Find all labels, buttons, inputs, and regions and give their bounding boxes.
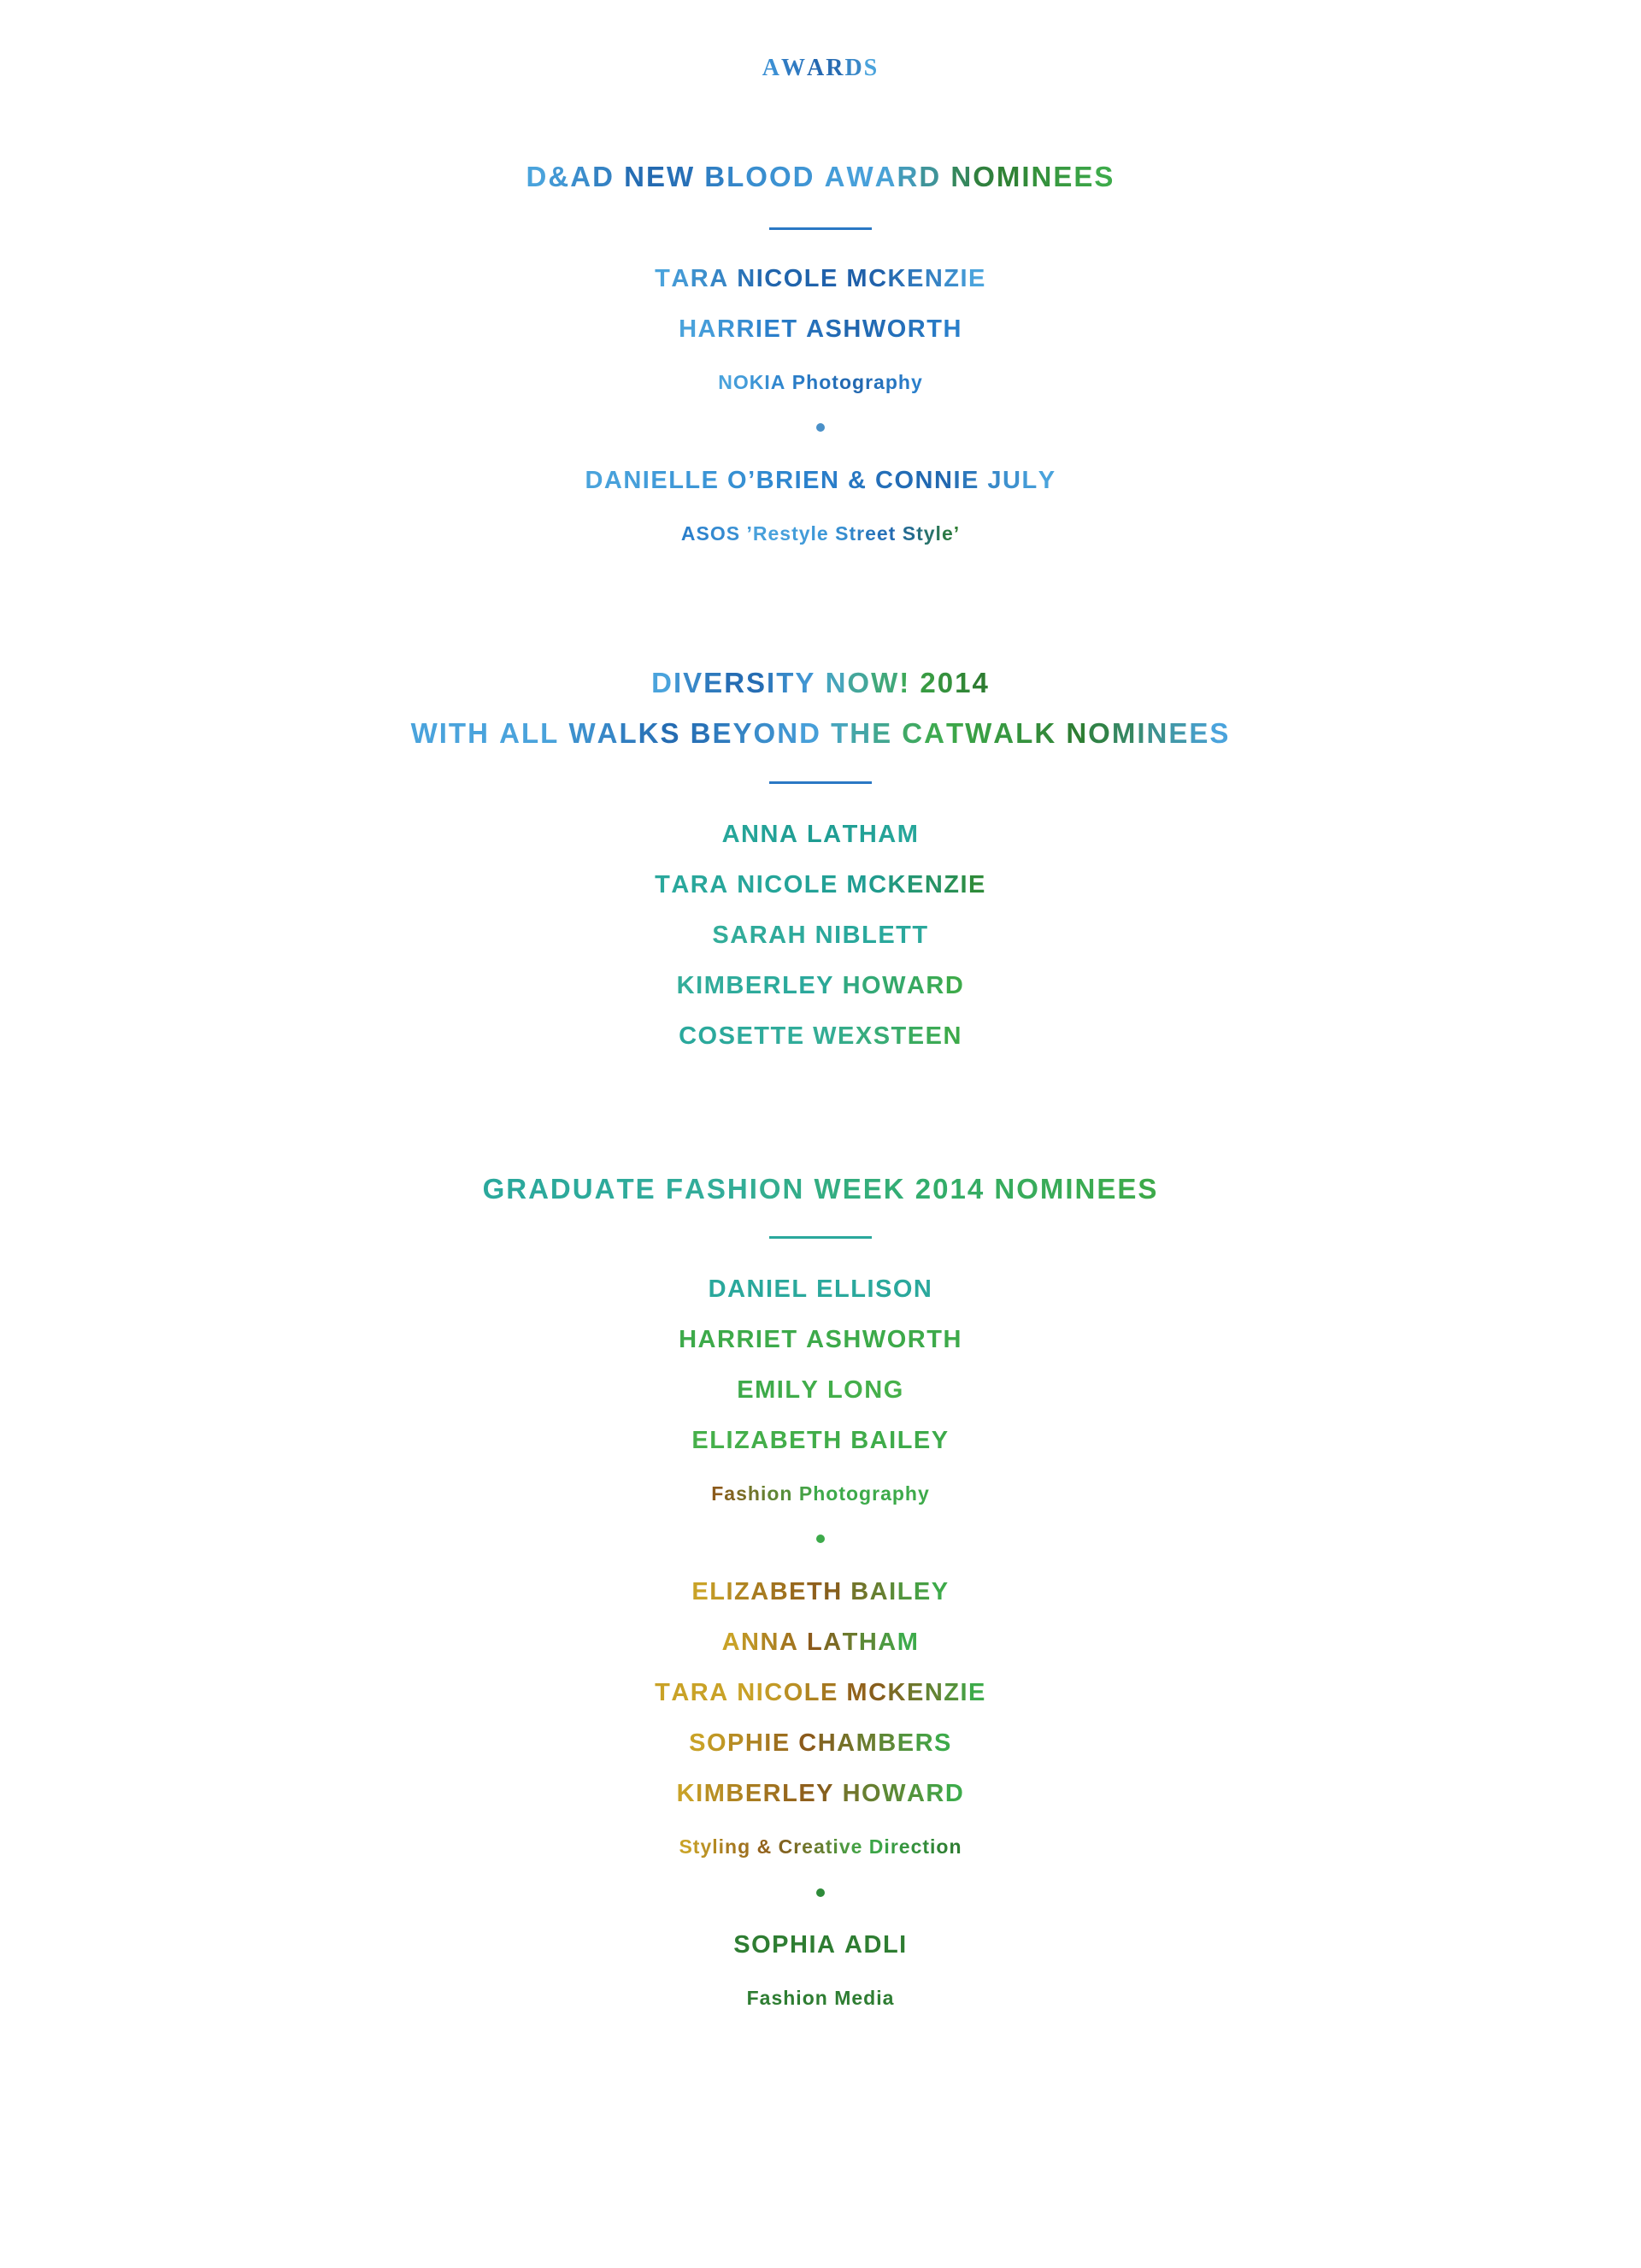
gfw-nominee-name: HARRIET ASHWORTH	[679, 1326, 962, 1353]
diversity-nominee-name: KIMBERLEY HOWARD	[676, 972, 965, 999]
gfw-nominee-name: TARA NICOLE MCKENZIE	[655, 1679, 986, 1706]
gfw-section-heading: GRADUATE FASHION WEEK 2014 NOMINEES	[482, 1173, 1159, 1205]
bullet-separator	[816, 1535, 825, 1543]
diversity-nominee-name: SARAH NIBLETT	[712, 922, 929, 949]
page-title: AWARDS	[762, 55, 879, 81]
diversity-section-subheading: WITH ALL WALKS BEYOND THE CATWALK NOMINEES	[410, 717, 1231, 749]
bullet-separator	[816, 423, 825, 432]
gfw-nominee-name: KIMBERLEY HOWARD	[676, 1780, 965, 1807]
dad-section-heading: D&AD NEW BLOOD AWARD NOMINEES	[526, 161, 1115, 192]
gfw-nominee-name: ANNA LATHAM	[721, 1629, 920, 1656]
gfw-award-caption: Fashion Media	[746, 1987, 895, 2009]
dad-award-caption: NOKIA Photography	[718, 371, 923, 393]
dad-award-caption: ASOS ’Restyle Street Style’	[680, 522, 961, 545]
diversity-nominee-name: TARA NICOLE MCKENZIE	[655, 871, 986, 898]
dad-nominee-name: TARA NICOLE MCKENZIE	[655, 265, 986, 292]
diversity-nominee-name: ANNA LATHAM	[721, 821, 920, 848]
diversity-nominee-name: COSETTE WEXSTEEN	[679, 1022, 962, 1050]
diversity-section-heading: DIVERSITY NOW! 2014	[651, 667, 990, 698]
gfw-nominee-name: ELIZABETH BAILEY	[691, 1427, 950, 1454]
dad-nominee-name: DANIELLE O’BRIEN & CONNIE JULY	[585, 467, 1056, 494]
gfw-award-caption: Fashion Photography	[711, 1482, 930, 1505]
gfw-nominee-name: DANIEL ELLISON	[708, 1275, 933, 1303]
bullet-separator	[816, 1888, 825, 1897]
diversity-divider	[769, 781, 872, 784]
gfw-nominee-name: ELIZABETH BAILEY	[691, 1578, 950, 1605]
gfw-nominee-name: SOPHIA ADLI	[733, 1931, 908, 1959]
dad-divider	[769, 227, 872, 230]
gfw-award-caption: Styling & Creative Direction	[679, 1835, 962, 1858]
gfw-nominee-name: SOPHIE CHAMBERS	[689, 1729, 952, 1757]
dad-nominee-name: HARRIET ASHWORTH	[679, 315, 962, 343]
gfw-nominee-name: EMILY LONG	[737, 1376, 904, 1404]
gfw-divider	[769, 1236, 872, 1239]
